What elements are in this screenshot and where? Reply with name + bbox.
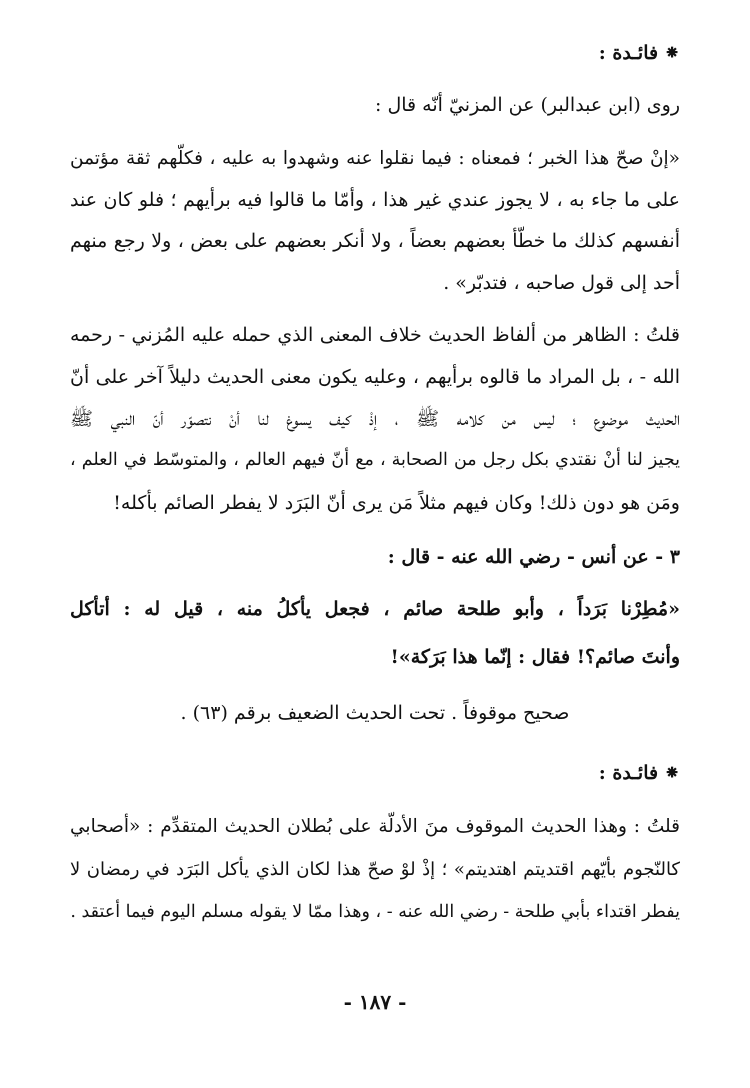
final-line: يفطر اقتداء بأبي طلحة - رضي الله عنه - ، وهذا ممّا لا يقوله مسلم اليوم فيما أعتقد . [70,902,680,922]
comment-line: يجيز لنا أنْ نقتدي بكل رجل من الصحابة ، مع أنّ فيهم العالم ، والمتوسّط في العلم ، [70,450,680,470]
quote-line: أنفسهم كذلك ما خطّأ بعضهم بعضاً ، ولا أنكر بعضهم على بعض ، ولا رجع منهم [70,230,680,252]
comment-line: الحديث موضوع ؛ ليس من كلامه ﷺ ، إذْ كيف يسوغ لنا أنْ نتصوّر أنّ النبي ﷺ [70,408,680,430]
quote-line: أحد إلى قول صاحبه ، فتدبّر» . [443,272,680,294]
asterisk-icon: ⁕ [664,762,680,784]
hadith-line: وأنتَ صائم؟! فقال : إنّما هذا بَرَكة»! [390,646,680,668]
hadith-heading: ٣ - عن أنس - رضي الله عنه - قال : [387,546,680,568]
faida-heading-text: فائـدة : [598,762,659,784]
faida-heading-text: فائـدة : [598,42,659,64]
faida-heading-2 [70,760,680,787]
final-line: كالنّجوم بأيّهم اقتديتم اهتديتم» ؛ إذْ لوْ صحّ هذا لكان الذي يأكل البَرَد في رمضان لا [70,859,680,880]
faida-heading-1 [70,40,680,67]
asterisk-icon: ⁕ [664,42,680,64]
quote-line: على ما جاء به ، لا يجوز عندي غير هذا ، وأمّا ما قالوا فيه برأيهم ؛ فلو كان عند [70,189,680,211]
comment-line: الله - ، بل المراد ما قالوه برأيهم ، وعليه يكون معنى الحديث دليلاً آخر على أنّ [70,366,680,388]
grading: صحيح موقوفاً . تحت الحديث الضعيف برقم (٦٣) . [180,702,570,724]
comment-line: قلتُ : الظاهر من ألفاظ الحديث خلاف المعنى الذي حمله عليه المُزني - رحمه [70,324,680,346]
page-number: - ١٨٧ - [343,990,407,1014]
final-line: قلتُ : وهذا الحديث الموقوف منَ الأدلّة على بُطلان الحديث المتقدِّم : «أصحابي [70,816,680,837]
narration-intro: روى (ابن عبدالبر) عن المزنيّ أنّه قال : [375,94,680,116]
comment-line: ومَن هو دون ذلك! وكان فيهم مثلاً مَن يرى أنّ البَرَد لا يفطر الصائم بأكله! [113,492,680,514]
hadith-line: «مُطِرْنا بَرَداً ، وأبو طلحة صائم ، فجعل يأكلُ منه ، قيل له : أتأكل [70,598,680,620]
quote-line: «إنْ صحّ هذا الخبر ؛ فمعناه : فيما نقلوا عنه وشهدوا به عليه ، فكلّهم ثقة مؤتمن [70,148,680,169]
